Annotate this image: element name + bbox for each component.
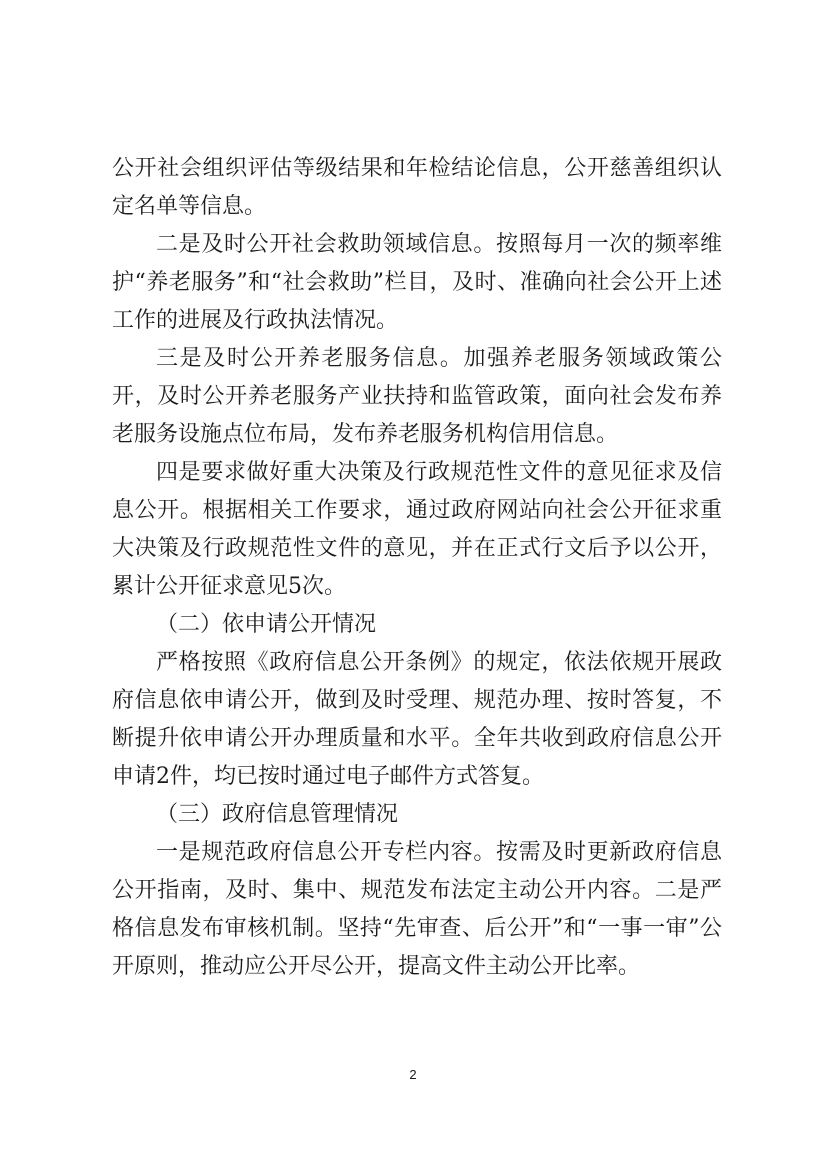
section-heading-information-management: （三）政府信息管理情况 (156, 802, 399, 827)
paragraph-application-disclosure: 严格按照《政府信息公开条例》的规定，依法依规开展政府信息依申请公开，做到及时受理、规范办理、按时答复，不断提升依申请公开办理质量和水平。全年共收到政府信息公开申请2件，均已按时通过电子邮件方式答复。 (112, 650, 722, 789)
paragraph-elderly-services: 三是及时公开养老服务信息。加强养老服务领域政策公开，及时公开养老服务产业扶持和监管政策，面向社会发布养老服务设施点位布局，发布养老服务机构信用信息。 (112, 346, 722, 447)
section-heading-application-disclosure: （二）依申请公开情况 (156, 612, 377, 637)
paragraph-major-decisions: 四是要求做好重大决策及行政规范性文件的意见征求及信息公开。根据相关工作要求，通过政府网站向社会公开征求重大决策及行政规范性文件的意见，并在正式行文后予以公开，累计公开征求意见5次。 (112, 460, 722, 599)
paragraph-information-management: 一是规范政府信息公开专栏内容。按需及时更新政府信息公开指南，及时、集中、规范发布法定主动公开内容。二是严格信息发布审核机制。坚持“先审查、后公开”和“一事一审”公开原则，推动应公开尽公开，提高文件主动公开比率。 (112, 840, 722, 979)
document-body (112, 150, 722, 986)
paragraph-continuation: 公开社会组织评估等级结果和年检结论信息，公开慈善组织认定名单等信息。 (112, 156, 722, 219)
paragraph-social-assistance: 二是及时公开社会救助领域信息。按照每月一次的频率维护“养老服务”和“社会救助”栏目，及时、准确向社会公开上述工作的进展及行政执法情况。 (112, 232, 722, 333)
page-number: 2 (409, 1067, 417, 1082)
